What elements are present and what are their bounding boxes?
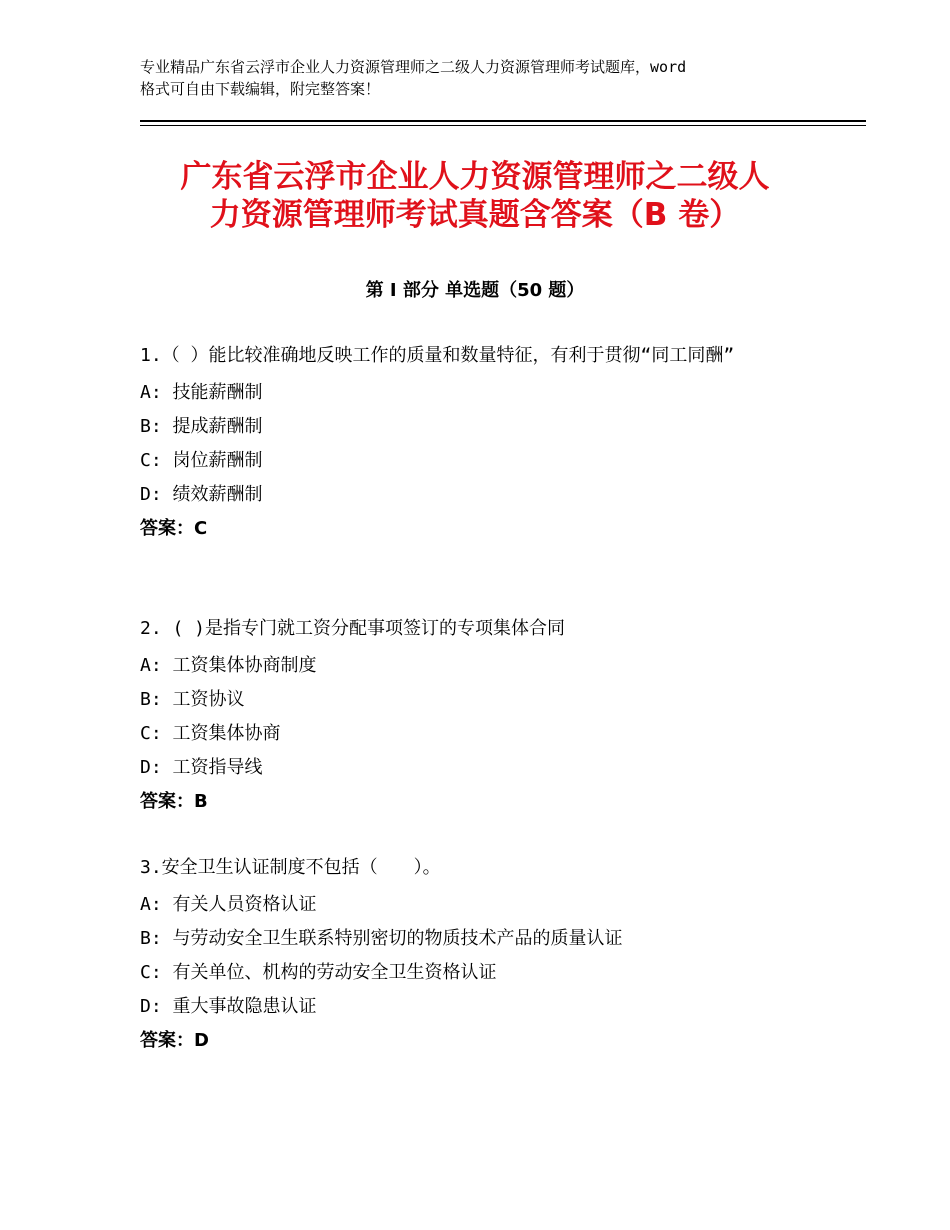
option-b: B: 与劳动安全卫生联系特别密切的物质技术产品的质量认证 <box>140 928 623 949</box>
header-divider-thin <box>140 125 866 126</box>
option-a: A: 工资集体协商制度 <box>140 655 317 676</box>
answer: 答案：D <box>140 1030 209 1051</box>
header-divider-thick <box>140 120 866 122</box>
answer: 答案：C <box>140 518 208 539</box>
question-3 <box>140 852 830 1058</box>
option-a: A: 技能薪酬制 <box>140 382 263 403</box>
option-d: D: 工资指导线 <box>140 757 263 778</box>
answer: 答案：B <box>140 791 208 812</box>
question-1 <box>140 340 830 546</box>
option-d: D: 绩效薪酬制 <box>140 484 263 505</box>
option-c: C: 工资集体协商 <box>140 723 281 744</box>
question-2 <box>140 613 830 819</box>
header-note-line-2: 格式可自由下载编辑，附完整答案！ <box>140 80 381 98</box>
question-stem: 1.（ ）能比较准确地反映工作的质量和数量特征，有利于贯彻“同工同酬” <box>140 345 735 366</box>
option-c: C: 岗位薪酬制 <box>140 450 263 471</box>
header-note <box>140 56 830 100</box>
section-heading: 第 I 部分 单选题（50 题） <box>365 280 585 301</box>
question-stem: 2. ( )是指专门就工资分配事项签订的专项集体合同 <box>140 618 566 639</box>
title-line-2: 力资源管理师考试真题含答案（B 卷） <box>209 197 741 233</box>
question-stem: 3.安全卫生认证制度不包括（ ）。 <box>140 857 441 878</box>
option-d: D: 重大事故隐患认证 <box>140 996 317 1017</box>
option-b: B: 工资协议 <box>140 689 245 710</box>
document-title <box>100 158 850 234</box>
header-note-line-1: 专业精品广东省云浮市企业人力资源管理师之二级人力资源管理师考试题库，word <box>140 58 687 76</box>
option-c: C: 有关单位、机构的劳动安全卫生资格认证 <box>140 962 497 983</box>
option-b: B: 提成薪酬制 <box>140 416 263 437</box>
title-line-1: 广东省云浮市企业人力资源管理师之二级人 <box>180 159 770 195</box>
option-a: A: 有关人员资格认证 <box>140 894 317 915</box>
